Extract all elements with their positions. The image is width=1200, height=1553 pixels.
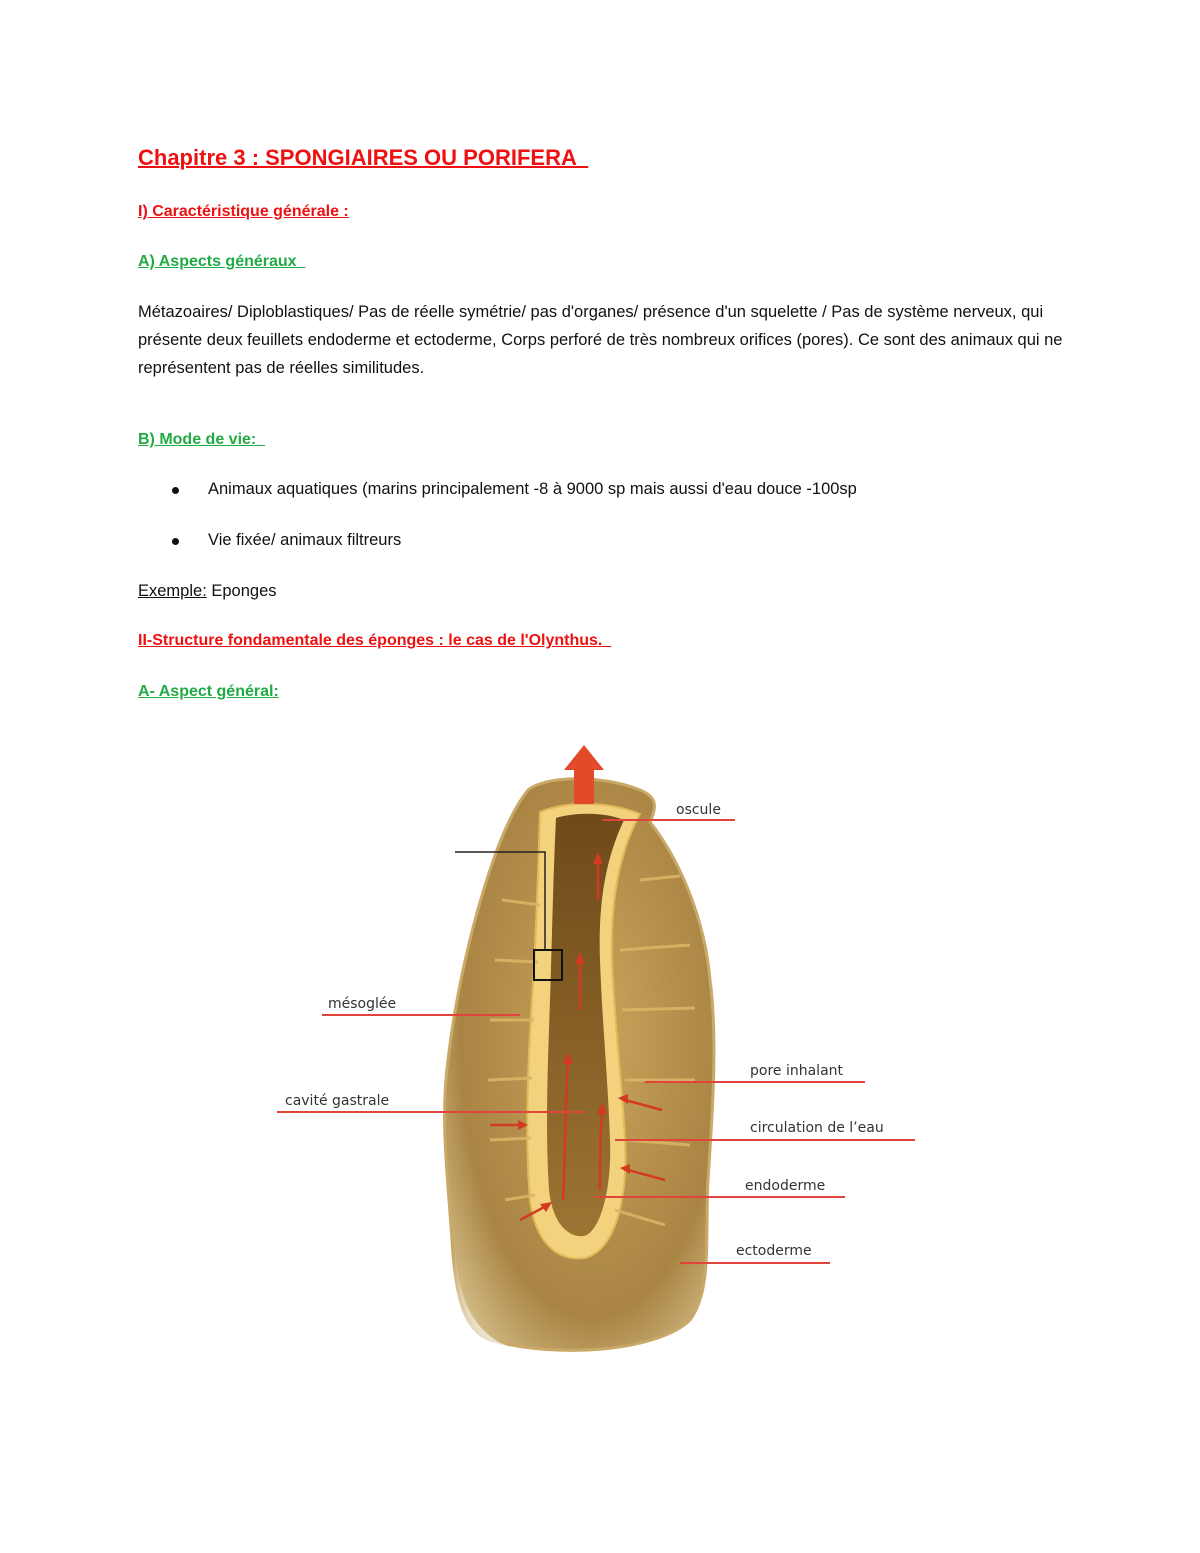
label-ectoderme: ectoderme: [736, 1243, 812, 1259]
bullet-item-1: Animaux aquatiques (marins principalement -8 à 9000 sp mais aussi d'eau douce -100sp: [208, 480, 857, 498]
bullet-dot-icon: [172, 538, 179, 545]
subsection-a-heading: A) Aspects généraux: [138, 253, 306, 270]
section1-heading: I) Caractéristique générale :: [138, 203, 349, 220]
bullet-dot-icon: [172, 487, 179, 494]
label-pore-inhalant: pore inhalant: [750, 1063, 844, 1079]
label-cavite-gastrale: cavité gastrale: [285, 1093, 390, 1109]
aspects-paragraph: Métazoaires/ Diploblastiques/ Pas de réelle symétrie/ pas d'organes/ présence d'un squelette / Pas de système nerveux, qui présente deux feuillets endoderme et ectoderme, Corps perforé de très nombreux orifices (pores). Ce sont des animaux qui ne représentent pas de réelles similitudes.: [138, 303, 1063, 377]
label-endoderme: endoderme: [745, 1178, 826, 1194]
label-oscule: oscule: [676, 802, 721, 818]
chapter-title: Chapitre 3 : SPONGIAIRES OU PORIFERA: [138, 145, 589, 170]
section2-subsection-a-heading: A- Aspect général:: [138, 683, 279, 700]
sponge-diagram: [260, 735, 940, 1375]
subsection-b-heading: B) Mode de vie:: [138, 431, 266, 448]
bullet-list: [172, 487, 179, 494]
label-mesoglee: mésoglée: [328, 996, 397, 1012]
bullet-item-2: Vie fixée/ animaux filtreurs: [208, 531, 402, 549]
bullet-dot-2-wrap: [172, 538, 179, 545]
label-circulation: circulation de l’eau: [750, 1120, 884, 1136]
section2-heading: II-Structure fondamentale des éponges : le cas de l'Olynthus.: [138, 632, 612, 649]
example-label: Exemple:: [138, 582, 207, 600]
example-line: [138, 582, 277, 601]
example-value: Eponges: [206, 582, 277, 600]
